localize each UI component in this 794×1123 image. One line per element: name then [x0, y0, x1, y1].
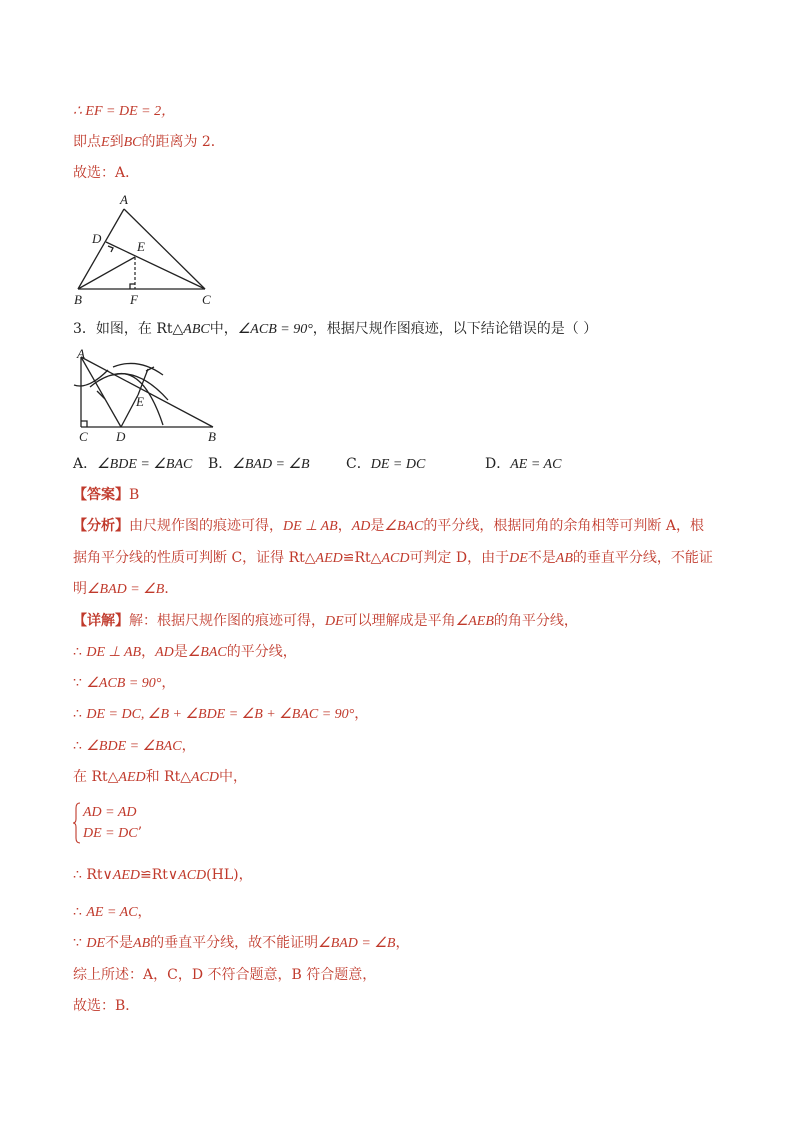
- text: ，: [141, 644, 156, 660]
- text: ，根据尺规作图痕迹，以下结论错误的是（ ）: [312, 321, 598, 337]
- text: 的距离为 2．: [141, 134, 225, 150]
- analysis-line-1: [73, 517, 704, 536]
- label-e: E: [136, 394, 144, 409]
- text: 故选：A．: [73, 165, 140, 181]
- text: ，: [395, 935, 410, 951]
- text: (HL): [206, 867, 239, 883]
- analysis-tag: 【分析】: [73, 518, 129, 534]
- math-text: ∠BAC: [384, 519, 424, 534]
- detail-line-11: [73, 997, 139, 1015]
- label-a: A: [77, 346, 85, 361]
- detail-line-10: [73, 966, 376, 984]
- math-text: AED: [118, 770, 146, 785]
- text: ，: [238, 867, 253, 883]
- detail-line-8: [73, 903, 152, 922]
- text: ∴: [73, 904, 87, 920]
- math-text: ∠ACB = 90°: [237, 322, 313, 337]
- math-text: ∠BAC: [187, 645, 227, 660]
- math-text: DE: [325, 614, 344, 629]
- math-text: E: [101, 135, 110, 150]
- text: 的垂直平分线，故不能证明: [150, 935, 319, 951]
- text: 不是: [105, 935, 134, 951]
- math-text: DE = DC, ∠B + ∠BDE = ∠B + ∠BAC = 90°: [86, 707, 355, 722]
- text: 到: [109, 134, 124, 150]
- text: 和 Rt△: [145, 769, 191, 785]
- label-d: D: [92, 231, 102, 246]
- text: ≌Rt△: [342, 550, 382, 566]
- figure-triangle-1: [68, 190, 228, 310]
- label-a: A: [120, 192, 128, 207]
- math-text: AB: [555, 551, 573, 566]
- option-d: [485, 455, 561, 474]
- option-a: [73, 455, 192, 474]
- math-text: BC: [123, 135, 142, 150]
- text: 中，: [219, 769, 247, 785]
- detail-line-2: [73, 643, 297, 662]
- label-d: D: [116, 429, 126, 444]
- answer-tag: 【答案】: [73, 487, 129, 503]
- text: ’: [137, 825, 143, 841]
- text: 不是: [527, 550, 556, 566]
- math-text: DE = DC: [83, 826, 138, 841]
- option-key: A．: [73, 456, 98, 472]
- option-c: [346, 455, 425, 474]
- text: ∴ Rt∨: [73, 867, 113, 883]
- text: ，: [137, 904, 152, 920]
- math-text: ∠BDE = ∠BAC: [97, 457, 193, 472]
- option-key: D．: [485, 456, 511, 472]
- detail-line-3: [73, 674, 175, 693]
- label-b: B: [74, 292, 82, 307]
- label-b: B: [208, 429, 216, 444]
- text: ∴: [73, 644, 87, 660]
- math-text: DE: [86, 936, 106, 951]
- text: 的角平分线，: [493, 613, 578, 629]
- detail-line-4: [73, 705, 368, 724]
- math-text: ∠AEB: [455, 614, 494, 629]
- question-3: [73, 320, 597, 339]
- text: ∵: [73, 675, 87, 691]
- answer-value: B: [129, 487, 140, 503]
- text: ，: [181, 738, 196, 754]
- detail-line-5: [73, 737, 196, 756]
- math-text: ∠BDE = ∠BAC: [86, 739, 182, 754]
- option-key: C．: [346, 456, 371, 472]
- analysis-line-2: [73, 549, 713, 568]
- label-f: F: [130, 292, 138, 307]
- text: ，: [161, 675, 176, 691]
- right-angle-d: [108, 246, 113, 252]
- math-text: DE ⊥ AB: [283, 519, 338, 534]
- text: 据角平分线的性质可判断 C，证得 Rt△: [73, 550, 316, 566]
- text: 是: [370, 518, 385, 534]
- text: 即点: [73, 134, 101, 150]
- math-text: AD: [351, 519, 371, 534]
- math-text: DE ⊥ AB: [86, 645, 142, 660]
- math-text: DE = DC: [370, 457, 426, 472]
- math-text: AD = AD: [83, 805, 137, 820]
- text: ∵: [73, 935, 87, 951]
- text: 由尺规作图的痕迹可得，: [129, 518, 283, 534]
- system-brace: [73, 802, 81, 844]
- math-text: ∠ACB = 90°: [86, 676, 162, 691]
- math-text: AE = AC: [86, 905, 138, 920]
- figure-triangle-2: [68, 345, 228, 445]
- label-e: E: [137, 239, 145, 254]
- line-distance: [73, 133, 225, 152]
- option-b: [208, 455, 310, 474]
- math-text: ∠BAD = ∠B: [232, 457, 310, 472]
- right-angle-f: [130, 284, 135, 289]
- math-text: ∠BAD = ∠B: [87, 582, 165, 597]
- system-eq-2: [83, 824, 142, 843]
- math-text: AE = AC: [510, 457, 562, 472]
- math-text: ABC: [183, 322, 210, 337]
- answer-line: [73, 486, 139, 504]
- math-text: AB: [133, 936, 151, 951]
- text: 是: [173, 644, 188, 660]
- text: 中，: [209, 321, 238, 337]
- detail-line-6: [73, 768, 247, 787]
- math-text: ∠BAD = ∠B: [318, 936, 396, 951]
- detail-line-7: [73, 866, 253, 885]
- text: ．: [164, 581, 179, 597]
- math-text: AED: [112, 868, 140, 883]
- text: ∴: [73, 706, 87, 722]
- segment-ab: [78, 209, 124, 289]
- text: 的垂直平分线，不能证: [572, 550, 713, 566]
- math-text: ACD: [381, 551, 410, 566]
- math-text: ∴ EF = DE = 2，: [73, 104, 176, 119]
- text: 故选：B．: [73, 998, 140, 1014]
- text: ，: [354, 706, 369, 722]
- math-text: AED: [315, 551, 343, 566]
- analysis-line-3: [73, 580, 178, 599]
- line-ef-de: [73, 102, 175, 121]
- text: 可判定 D，由于: [409, 550, 510, 566]
- line-choose-a: [73, 164, 139, 182]
- detail-line-9: [73, 934, 409, 953]
- text: ≌Rt∨: [140, 867, 179, 883]
- text: 综上所述：A，C，D 不符合题意，B 符合题意，: [73, 967, 377, 983]
- text: 的平分线，: [226, 644, 297, 660]
- detail-line-1: [73, 612, 578, 631]
- right-angle-c: [81, 421, 87, 427]
- label-c: C: [202, 292, 211, 307]
- math-text: AD: [155, 645, 174, 660]
- text: 解：根据尺规作图的痕迹可得，: [129, 613, 325, 629]
- text: 在 Rt△: [73, 769, 119, 785]
- detail-tag: 【详解】: [73, 613, 129, 629]
- text: 3．如图，在 Rt△: [73, 321, 184, 337]
- text: 明: [73, 581, 87, 597]
- math-text: ACD: [178, 868, 207, 883]
- system-eq-1: [83, 803, 137, 822]
- text: 可以理解成是平角: [343, 613, 456, 629]
- text: ，: [337, 518, 352, 534]
- label-c: C: [79, 429, 88, 444]
- math-text: DE: [509, 551, 528, 566]
- text: 的平分线，根据同角的余角相等可判断 A，根: [423, 518, 704, 534]
- option-key: B．: [208, 456, 233, 472]
- text: ∴: [73, 738, 87, 754]
- math-text: ACD: [191, 770, 219, 785]
